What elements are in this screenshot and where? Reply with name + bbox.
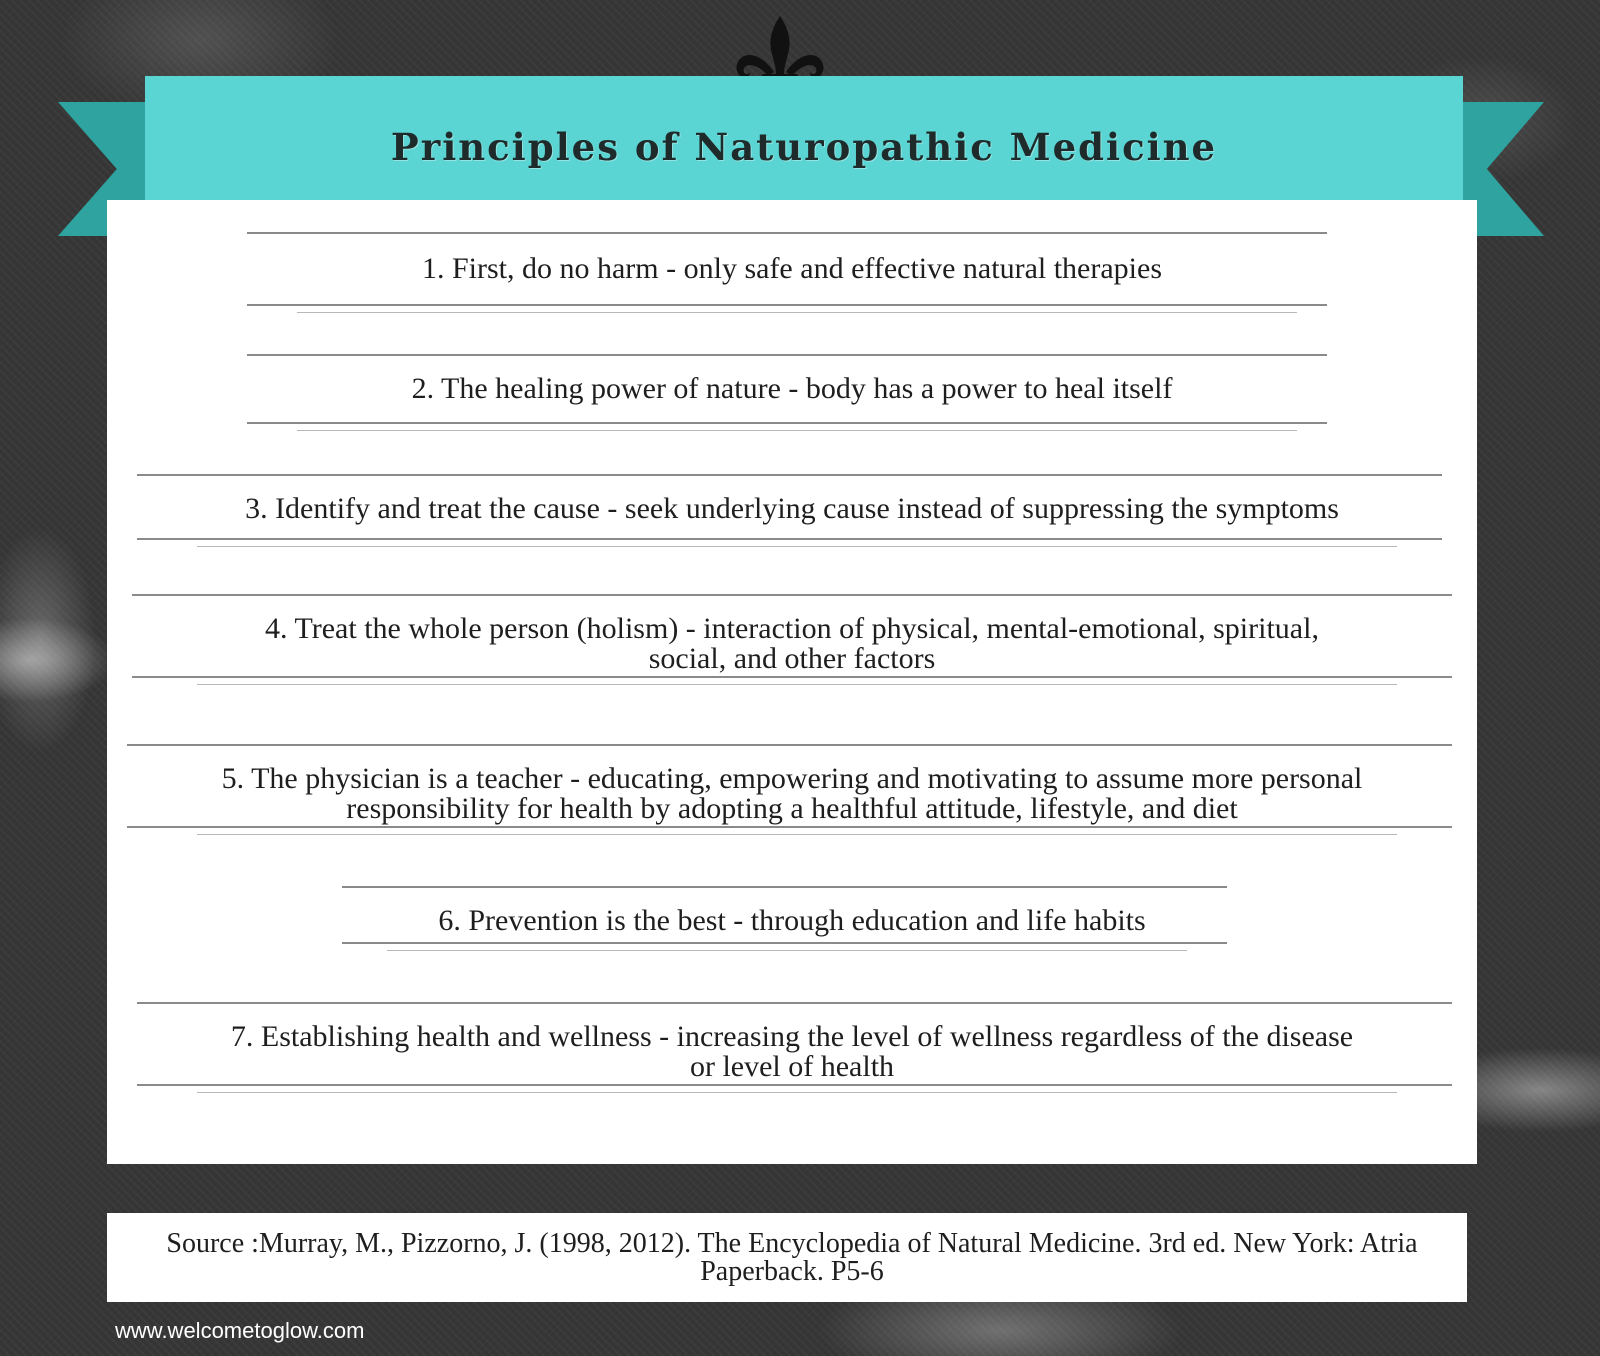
- principle-item: [107, 236, 1477, 284]
- rule-line: [247, 232, 1327, 234]
- source-citation-box: [107, 1213, 1467, 1302]
- principle-text: 3. Identify and treat the cause - seek underlying cause instead of suppressing the symptoms: [245, 492, 1339, 525]
- principles-card: [107, 200, 1477, 1164]
- title-ribbon: [145, 76, 1463, 200]
- principle-item: [107, 596, 1477, 674]
- rule-line: [197, 1092, 1397, 1093]
- principle-text: 1. First, do no harm - only safe and effective natural therapies: [421, 252, 1163, 285]
- rule-line: [132, 676, 1452, 678]
- rule-line: [197, 684, 1397, 685]
- rule-line: [137, 1084, 1452, 1086]
- rule-line: [127, 826, 1452, 828]
- principle-text: 6. Prevention is the best - through education and life habits: [438, 904, 1146, 937]
- source-citation: Source :Murray, M., Pizzorno, J. (1998, 2012). The Encyclopedia of Natural Medicine. 3rd ed. New York: Atria Paperback. P5-6: [166, 1227, 1418, 1287]
- rule-line: [197, 834, 1397, 835]
- rule-line: [197, 546, 1397, 547]
- rule-line: [387, 950, 1187, 951]
- principle-text: 7. Establishing health and wellness - increasing the level of wellness regardless of the disease or level of health: [230, 1020, 1354, 1083]
- rule-line: [247, 304, 1327, 306]
- rule-line: [342, 942, 1227, 944]
- page-title: Principles of Naturopathic Medicine: [390, 125, 1218, 169]
- principle-text: 4. Treat the whole person (holism) - interaction of physical, mental-emotional, spiritual, social, and other factors: [265, 612, 1319, 675]
- principle-text: 5. The physician is a teacher - educating, empowering and motivating to assume more personal responsibility for health by adopting a healthful attitude, lifestyle, and diet: [221, 762, 1363, 825]
- principle-item: [107, 476, 1477, 524]
- rule-line: [297, 312, 1297, 313]
- principle-item: [107, 746, 1477, 824]
- website-url[interactable]: www.welcometoglow.com: [115, 1318, 365, 1343]
- principle-item: [107, 888, 1477, 936]
- principle-item: [107, 356, 1477, 404]
- principle-item: [107, 1004, 1477, 1082]
- principle-text: 2. The healing power of nature - body has a power to heal itself: [411, 372, 1173, 405]
- rule-line: [247, 422, 1327, 424]
- rule-line: [137, 538, 1442, 540]
- rule-line: [297, 430, 1297, 431]
